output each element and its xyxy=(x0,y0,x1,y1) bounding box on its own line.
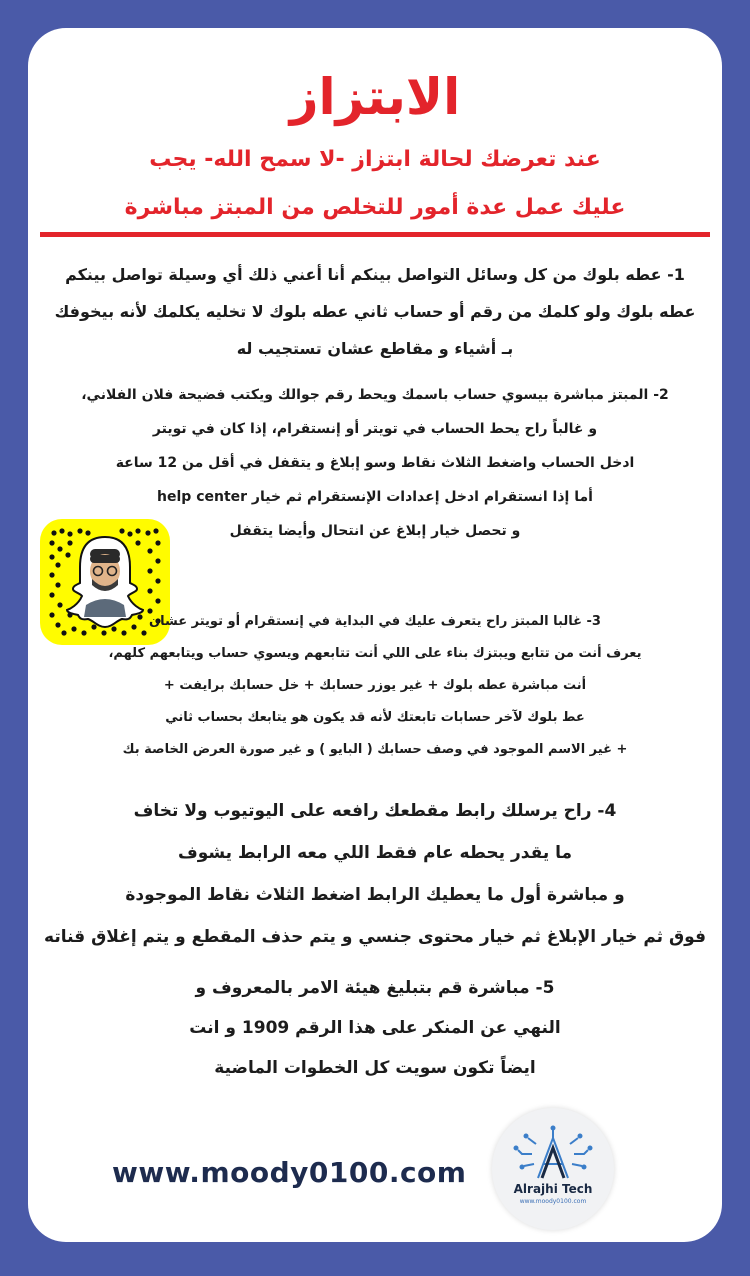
subtitle-line: عليك عمل عدة أمور للتخلص من المبتز مباشرة xyxy=(124,195,626,220)
section-line: ادخل الحساب واضغط الثلاث نقاط وسو إبلاغ و يتقفل في أقل من 12 ساعة xyxy=(115,455,635,471)
section-line: 5- مباشرة قم بتبليغ هيئة الامر بالمعروف و xyxy=(195,978,555,998)
logo-name: Alrajhi Tech xyxy=(513,1182,593,1196)
section-line: ما يقدر يحطه عام فقط اللي معه الرابط يشوف xyxy=(177,843,573,863)
section-line: 1- عطه بلوك من كل وسائل التواصل بينكم أنا أعني ذلك أي وسيلة تواصل بينكم xyxy=(65,265,685,284)
brand-logo xyxy=(492,1108,614,1230)
section-line: 4- راح يرسلك رابط مقطعك رافعه على اليوتيوب ولا تخاف xyxy=(133,801,617,821)
title-divider xyxy=(40,232,710,237)
section-4 xyxy=(12,790,738,958)
section-line: 3- غالبا المبتز راح يتعرف عليك في البداية في إنستقرام أو تويتر عشان xyxy=(149,614,601,629)
section-5 xyxy=(12,968,738,1088)
section-line: النهي عن المنكر على هذا الرقم 1909 و انت xyxy=(189,1018,561,1038)
logo-url: www.moody0100.com xyxy=(519,1198,587,1205)
section-line: و مباشرة أول ما يعطيك الرابط اضغط الثلاث نقاط الموجودة xyxy=(125,885,625,905)
section-line: أنت مباشرة عطه بلوك + غير يوزر حسابك + خل حسابك برايفت + xyxy=(163,678,587,693)
section-line: عطه بلوك ولو كلمك من رقم أو حساب ثاني عطه بلوك لا تخليه يكلمك لأنه بيخوفك xyxy=(54,302,696,321)
section-line: يعرف أنت من تتابع ويبتزك بناء على اللي أنت تتابعهم ويسوي حساب ويتابعهم كلهم، xyxy=(108,646,642,661)
section-line: 2- المبتز مباشرة بيسوي حساب باسمك ويحط رقم جوالك ويكتب فضيحة فلان الفلاني، xyxy=(81,387,669,403)
subtitle-line: عند تعرضك لحالة ابتزاز -لا سمح الله- يجب xyxy=(149,147,601,172)
section-line: عط بلوك لآخر حسابات تابعتك لأنه قد يكون هو يتابعك بحساب ثاني xyxy=(165,710,585,725)
section-line: و تحصل خيار إبلاغ عن انتحال وأيضا يتقفل xyxy=(229,523,521,539)
website-link[interactable]: www.moody0100.com xyxy=(112,1156,467,1189)
section-line: ايضاً تكون سويت كل الخطوات الماضية xyxy=(214,1058,536,1078)
section-1 xyxy=(12,256,738,367)
section-3 xyxy=(12,606,738,766)
page-title: الابتزاز xyxy=(289,68,461,126)
circuit-a-icon xyxy=(492,1108,614,1188)
section-line: + غير الاسم الموجود في وصف حسابك ( البايو ) و غير صورة العرض الخاصة بك xyxy=(122,742,628,757)
section-line: و غالباً راح يحط الحساب في تويتر أو إنستقرام، إذا كان في تويتر xyxy=(152,421,598,437)
section-line: أما إذا انستقرام ادخل إعدادات الإنستقرام ثم خيار help center xyxy=(157,489,593,505)
subtitle xyxy=(28,136,722,232)
section-line: بـ أشياء و مقاطع عشان تستجيب له xyxy=(236,339,514,358)
section-line: فوق ثم خيار الإبلاغ ثم خيار محتوى جنسي و يتم حذف المقطع و يتم إغلاق قناته xyxy=(44,927,706,947)
